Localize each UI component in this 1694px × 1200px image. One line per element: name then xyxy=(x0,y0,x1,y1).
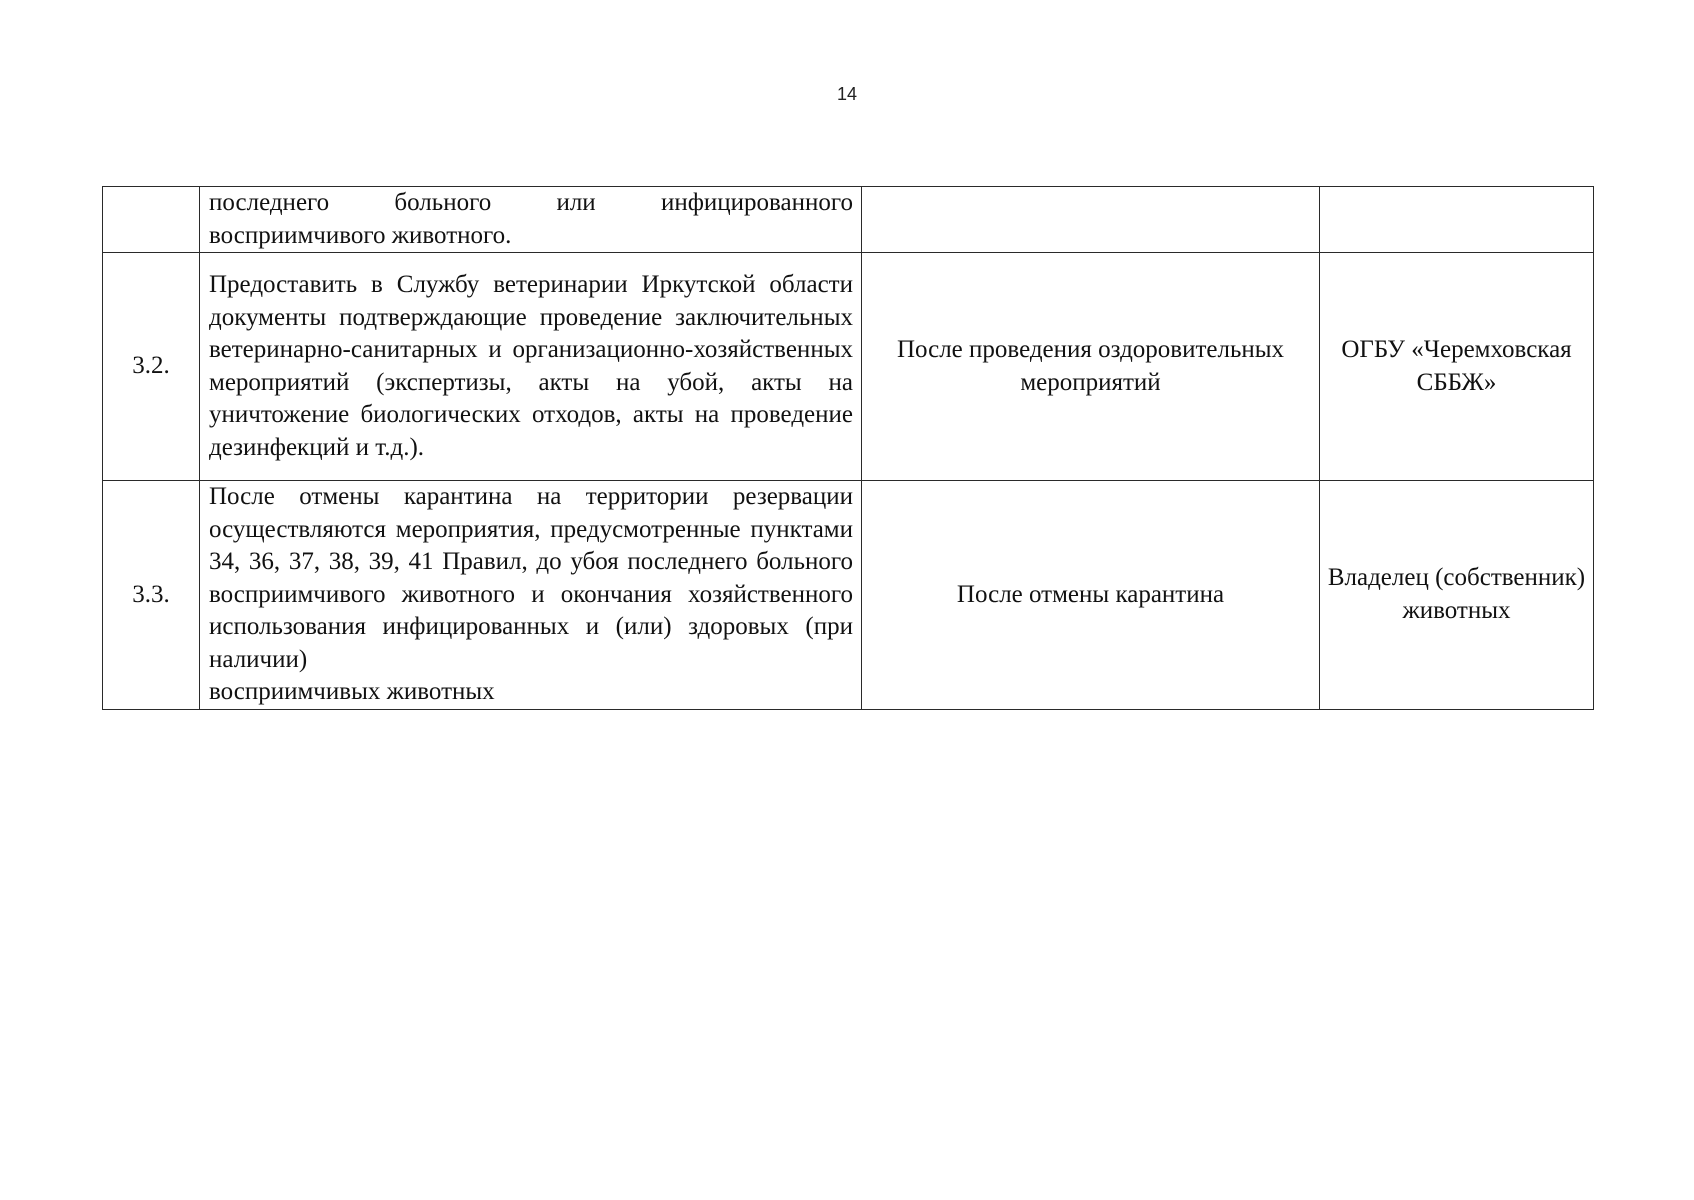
row-responsible-cell: ОГБУ «Черемховская СББЖ» xyxy=(1320,253,1594,481)
row-timing-cell: После проведения оздоровительных мероприятий xyxy=(862,253,1320,481)
row-description-cell xyxy=(200,253,862,481)
row-description-cell xyxy=(200,187,862,253)
row-responsible-cell: Владелец (собственник) животных xyxy=(1320,481,1594,710)
table-row xyxy=(103,253,1594,481)
table-row xyxy=(103,187,1594,253)
page-number: 14 xyxy=(836,84,858,104)
row-timing-cell: После отмены карантина xyxy=(862,481,1320,710)
row-number-cell: 3.2. xyxy=(103,253,200,481)
description-last-line: восприимчивых животных xyxy=(209,678,495,705)
measures-table xyxy=(102,186,1594,710)
description-last-line: дезинфекций и т.д.). xyxy=(209,433,425,461)
row-number-cell: 3.3. xyxy=(103,481,200,710)
description-last-line: восприимчивого животного. xyxy=(209,221,512,249)
description-text: После отмены карантина на территории резервации осуществляются мероприятия, предусмотренные пунктами 34, 36, 37, 38, 39, 41 Правил, до убоя последнего больного восприимчивого животного и окончания хозяйственного использования инфицированных и (или) здоровых (при наличии) xyxy=(209,483,853,673)
row-number-cell xyxy=(103,187,200,253)
description-text: последнего больного или инфицированного xyxy=(209,189,853,216)
row-description-cell xyxy=(200,481,862,710)
row-timing-cell xyxy=(862,187,1320,253)
table-row xyxy=(103,481,1594,710)
description-text: Предоставить в Службу ветеринарии Иркутской области документы подтверждающие проведение заключительных ветеринарно-санитарных и организационно-хозяйственных мероприятий (экспертизы, акты на убой, акты на уничтожение биологических отходов, акты на проведение xyxy=(209,271,853,428)
row-responsible-cell xyxy=(1320,187,1594,253)
